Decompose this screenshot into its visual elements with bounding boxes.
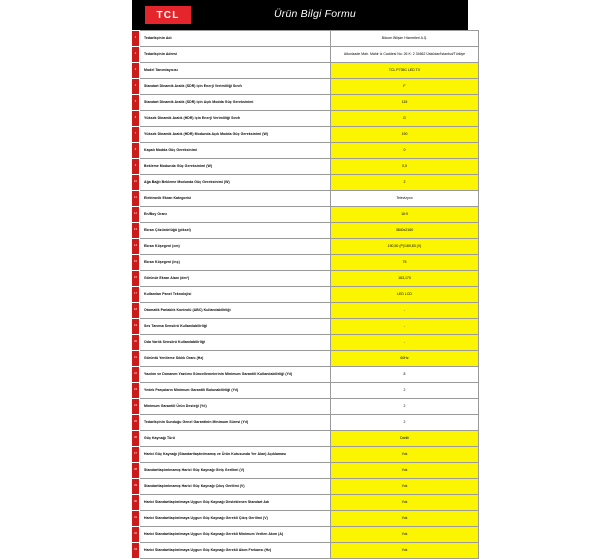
spec-value: Yok xyxy=(331,511,479,527)
spec-label: Ağa Bağlı Bekleme Modunda Güç Gereksinimi (W) xyxy=(140,175,331,191)
row-index: 16 xyxy=(132,271,140,287)
spec-label: Harici Standartlaştırılmaya Uygun Güç Kaynağı Gerekli Akım Frekansı (Hz) xyxy=(140,543,331,559)
spec-label: Yüksek Dinamik Aralık (HDR) Modunda Açık Modda Güç Gereksinimi (W) xyxy=(140,127,331,143)
row-index: 11 xyxy=(132,191,140,207)
row-index: 28 xyxy=(132,463,140,479)
spec-value: F xyxy=(331,79,479,95)
product-spec-table-body xyxy=(132,31,479,559)
spec-label: Yüksek Dinamik Aralık (HDR) için Enerji Verimliliği Sınıfı xyxy=(140,111,331,127)
spec-value: 0,5 xyxy=(331,159,479,175)
spec-value: G xyxy=(331,111,479,127)
product-spec-table xyxy=(132,30,479,559)
spec-value: - xyxy=(331,303,479,319)
spec-value: 115 xyxy=(331,95,479,111)
spec-label: Görüntü Yenileme Sıklık Oranı (Hz) xyxy=(140,351,331,367)
row-index: 19 xyxy=(132,319,140,335)
table-row xyxy=(132,463,479,479)
spec-value: - xyxy=(331,319,479,335)
row-index: 29 xyxy=(132,479,140,495)
spec-value: Bilcom Bilişim Hizmetleri A.Ş. xyxy=(331,31,479,47)
spec-label: Elektronik Ekran Kategorisi xyxy=(140,191,331,207)
spec-value: 163,170 xyxy=(331,271,479,287)
table-row xyxy=(132,239,479,255)
spec-label: Kapalı Modda Güç Gereksinimi xyxy=(140,143,331,159)
spec-value: 60Hz xyxy=(331,351,479,367)
spec-label: Minimum Garantili Ürün Desteği (Yıl) xyxy=(140,399,331,415)
table-row xyxy=(132,63,479,79)
spec-label: Yedek Parçaların Minimum Garantili Bulunabilirliği (Yıl) xyxy=(140,383,331,399)
table-row xyxy=(132,511,479,527)
row-index: 32 xyxy=(132,527,140,543)
spec-label: Model Tanımlayıcısı xyxy=(140,63,331,79)
table-row xyxy=(132,415,479,431)
spec-value: 2 xyxy=(331,399,479,415)
spec-value: 8 xyxy=(331,367,479,383)
row-index: 14 xyxy=(132,239,140,255)
spec-label: Harici Standartlaştırılmaya Uygun Güç Kaynağı Gerekli Çıkış Gerilimi (V) xyxy=(140,511,331,527)
table-row xyxy=(132,303,479,319)
table-row xyxy=(132,383,479,399)
spec-value: Altunizade Mah. Mahir İz Caddesi No: 26 K: 2 34662 Üsküdar/İstanbul/Türkiye xyxy=(331,47,479,63)
spec-label: Standartlaştırılmamış Harici Güç Kaynağı Çıkış Gerilimi (V) xyxy=(140,479,331,495)
row-index: 24 xyxy=(132,399,140,415)
document-title: Ürün Bilgi Formu xyxy=(274,8,356,20)
row-index: 25 xyxy=(132,415,140,431)
row-index: 13 xyxy=(132,223,140,239)
spec-label: Tedarikçinin Sunduğu Genel Garantinin Minimum Süresi (Yıl) xyxy=(140,415,331,431)
row-index: 7 xyxy=(132,127,140,143)
spec-label: Standartlaştırılmamış Harici Güç Kaynağı Giriş Gerilimi (V) xyxy=(140,463,331,479)
row-index: 26 xyxy=(132,431,140,447)
spec-label: Tedarikçinin Adı xyxy=(140,31,331,47)
spec-value: Yok xyxy=(331,495,479,511)
table-row xyxy=(132,367,479,383)
row-index: 9 xyxy=(132,159,140,175)
row-index: 1 xyxy=(132,31,140,47)
row-index: 6 xyxy=(132,111,140,127)
table-row xyxy=(132,495,479,511)
tcl-logo-text: TCL xyxy=(156,9,180,21)
table-row xyxy=(132,431,479,447)
spec-label: Oda Varlık Sensörü Kullanılabilirliği xyxy=(140,335,331,351)
table-row xyxy=(132,31,479,47)
row-index: 21 xyxy=(132,351,140,367)
spec-label: Ekran Köşegeni (cm) xyxy=(140,239,331,255)
spec-value: Yok xyxy=(331,543,479,559)
spec-value: 190 xyxy=(331,127,479,143)
spec-label: Otomatik Parlaklık Kontrolü (ABC) Kullanılabilirliği xyxy=(140,303,331,319)
spec-label: Ekran Köşegeni (inç) xyxy=(140,255,331,271)
product-information-sheet xyxy=(132,0,468,553)
spec-label: En/Boy Oranı xyxy=(140,207,331,223)
spec-value: Yok xyxy=(331,527,479,543)
table-row xyxy=(132,335,479,351)
spec-label: Harici Standartlaştırılmaya Uygun Güç Kaynağı Gerekli Minimum Verilen Akım (A) xyxy=(140,527,331,543)
spec-value: 0 xyxy=(331,143,479,159)
row-index: 23 xyxy=(132,383,140,399)
table-row xyxy=(132,527,479,543)
table-row xyxy=(132,223,479,239)
spec-label: Harici Güç Kaynağı (Standartlaştırılmamış ve Ürün Kutusunda Yer Alan) Açıklaması xyxy=(140,447,331,463)
spec-label: Ekran Çözünürlüğü (piksel) xyxy=(140,223,331,239)
table-row xyxy=(132,543,479,559)
spec-value: Dahili xyxy=(331,431,479,447)
spec-value: Televizyon xyxy=(331,191,479,207)
table-row xyxy=(132,319,479,335)
spec-value: 16:9 xyxy=(331,207,479,223)
table-row xyxy=(132,191,479,207)
spec-value: 190,50 (P)/189,83 (V) xyxy=(331,239,479,255)
spec-label: Yazılım ve Donanım Yazılımı Güncellemelerinin Minimum Garantili Kullanılabilirliği (Yıl) xyxy=(140,367,331,383)
table-row xyxy=(132,143,479,159)
row-index: 31 xyxy=(132,511,140,527)
document-header xyxy=(132,0,468,30)
spec-value: 2 xyxy=(331,415,479,431)
spec-label: Tedarikçinin Adresi xyxy=(140,47,331,63)
spec-label: Ses Tanıma Sensörü Kullanılabilirliği xyxy=(140,319,331,335)
row-index: 33 xyxy=(132,543,140,559)
spec-label: Harici Standartlaştırılmaya Uygun Güç Kaynağı Desteklenen Standart Adı xyxy=(140,495,331,511)
spec-label: Güç Kaynağı Türü xyxy=(140,431,331,447)
table-row xyxy=(132,271,479,287)
table-row xyxy=(132,399,479,415)
table-row xyxy=(132,287,479,303)
spec-label: Standart Dinamik Aralık (SDR) için Açık Modda Güç Gereksinimi xyxy=(140,95,331,111)
spec-value: 75 xyxy=(331,255,479,271)
table-row xyxy=(132,175,479,191)
table-row xyxy=(132,79,479,95)
row-index: 22 xyxy=(132,367,140,383)
spec-label: Kullanılan Panel Teknolojisi xyxy=(140,287,331,303)
row-index: 3 xyxy=(132,63,140,79)
table-row xyxy=(132,47,479,63)
row-index: 5 xyxy=(132,95,140,111)
table-row xyxy=(132,207,479,223)
row-index: 18 xyxy=(132,303,140,319)
table-row xyxy=(132,479,479,495)
spec-value: 2 xyxy=(331,383,479,399)
spec-value: 3840x2160 xyxy=(331,223,479,239)
row-index: 2 xyxy=(132,47,140,63)
row-index: 10 xyxy=(132,175,140,191)
spec-label: Standart Dinamik Aralık (SDR) için Enerji Verimliliği Sınıfı xyxy=(140,79,331,95)
spec-value: LED LCD xyxy=(331,287,479,303)
table-row xyxy=(132,159,479,175)
spec-value: Yok xyxy=(331,479,479,495)
spec-label: Görünür Ekran Alanı (dm²) xyxy=(140,271,331,287)
row-index: 30 xyxy=(132,495,140,511)
row-index: 15 xyxy=(132,255,140,271)
spec-value: - xyxy=(331,335,479,351)
table-row xyxy=(132,447,479,463)
table-row xyxy=(132,111,479,127)
row-index: 8 xyxy=(132,143,140,159)
table-row xyxy=(132,95,479,111)
table-row xyxy=(132,127,479,143)
spec-value: Yok xyxy=(331,447,479,463)
row-index: 4 xyxy=(132,79,140,95)
spec-value: 2 xyxy=(331,175,479,191)
row-index: 17 xyxy=(132,287,140,303)
spec-value: Yok xyxy=(331,463,479,479)
row-index: 12 xyxy=(132,207,140,223)
table-row xyxy=(132,351,479,367)
row-index: 20 xyxy=(132,335,140,351)
row-index: 27 xyxy=(132,447,140,463)
spec-value: TCL P735C LED TV xyxy=(331,63,479,79)
spec-label: Bekleme Modunda Güç Gereksinimi (W) xyxy=(140,159,331,175)
table-row xyxy=(132,255,479,271)
